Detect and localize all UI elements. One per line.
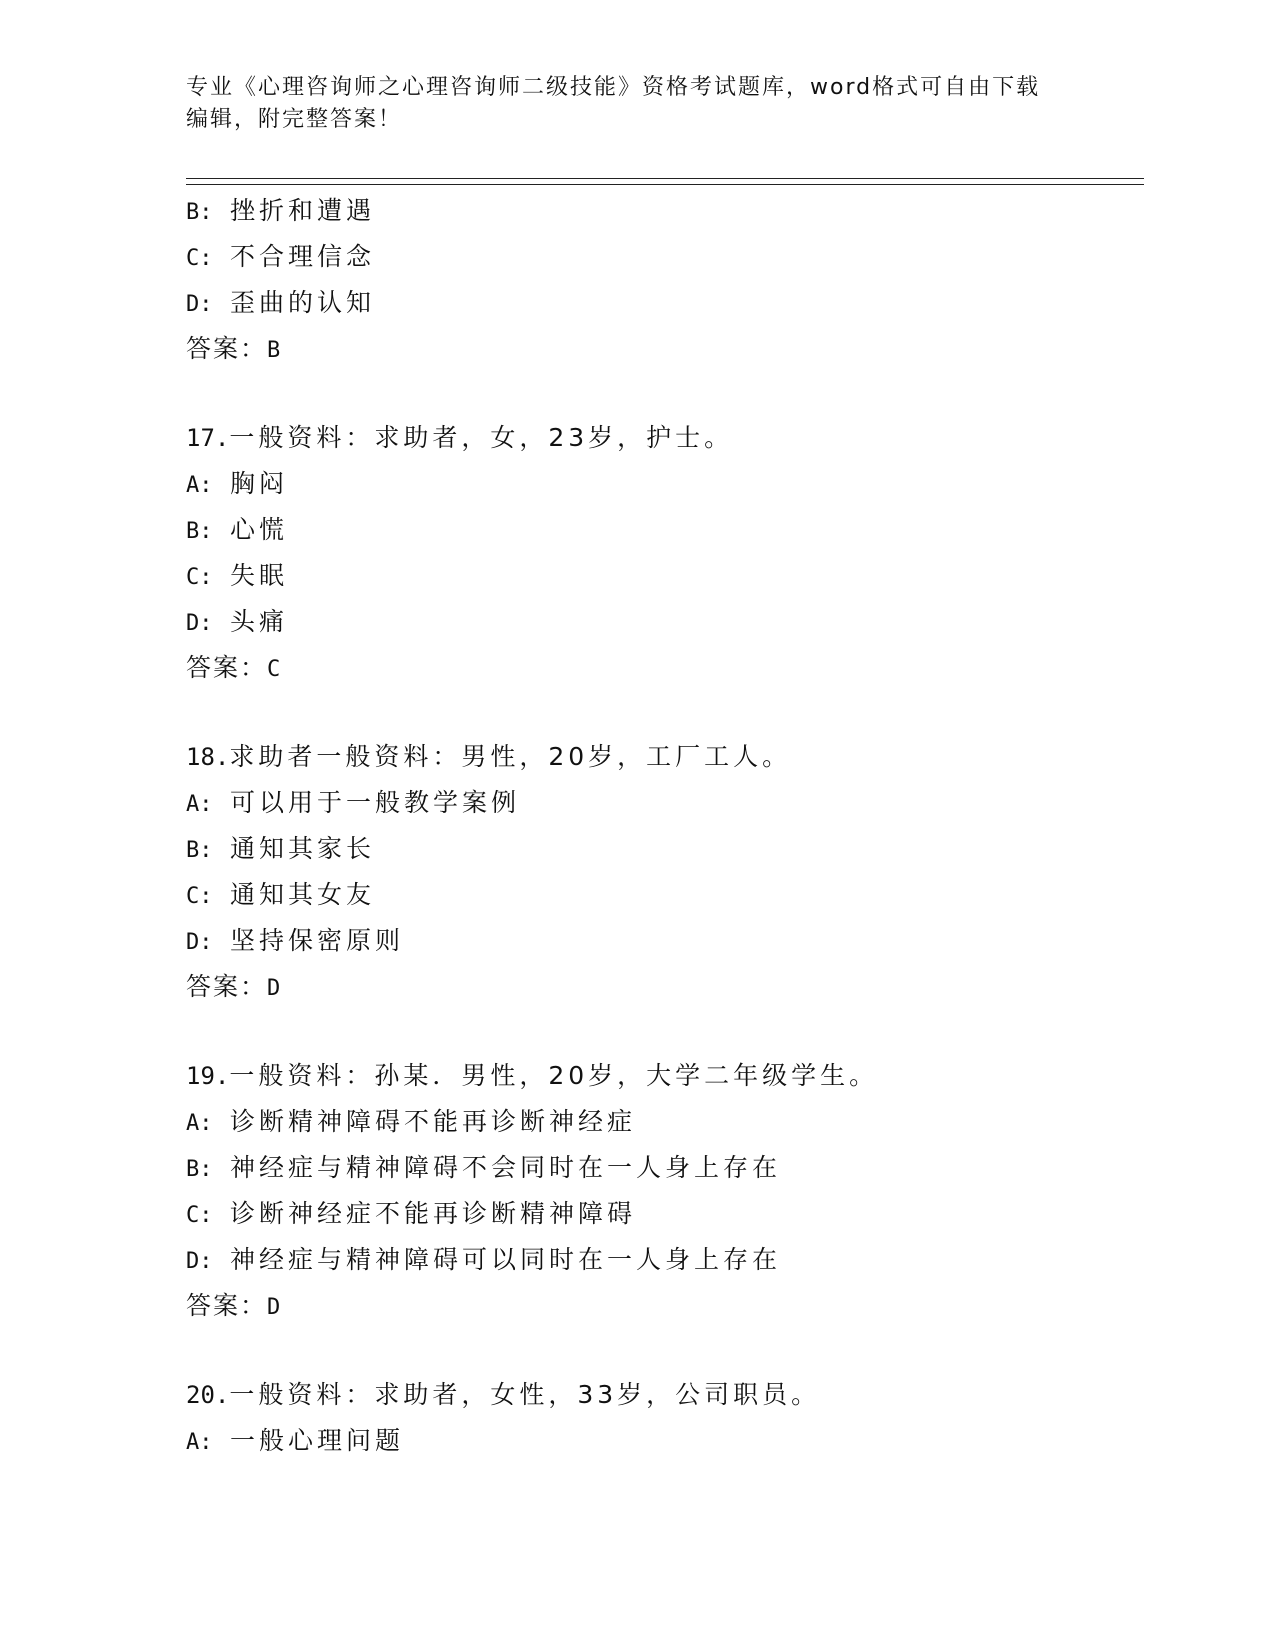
option-row bbox=[186, 918, 1136, 964]
option-text: 诊断精神障碍不能再诊断神经症 bbox=[230, 1107, 637, 1136]
answer-row bbox=[186, 964, 1136, 1010]
option-letter: C: bbox=[186, 884, 213, 909]
option-text: 坚持保密原则 bbox=[230, 926, 405, 955]
question-text: 一般资料：求助者，女性，33岁，公司职员。 bbox=[229, 1380, 821, 1409]
option-row bbox=[186, 780, 1136, 826]
question-number: 20. bbox=[186, 1381, 230, 1409]
header-divider-top bbox=[186, 178, 1144, 179]
question-stem bbox=[186, 415, 1136, 461]
option-text: 通知其家长 bbox=[230, 834, 376, 863]
document-header bbox=[186, 72, 1086, 136]
option-row bbox=[186, 234, 1136, 280]
option-row bbox=[186, 188, 1136, 234]
option-letter: A: bbox=[186, 1430, 213, 1455]
option-letter: B: bbox=[186, 1157, 213, 1182]
option-text: 可以用于一般教学案例 bbox=[230, 788, 521, 817]
header-line-1: 专业《心理咨询师之心理咨询师二级技能》资格考试题库，word格式可自由下载 bbox=[186, 75, 1041, 100]
question-list bbox=[186, 188, 1136, 1464]
answer-row bbox=[186, 326, 1136, 372]
answer-label: 答案： bbox=[186, 972, 268, 1001]
question-text: 一般资料：求助者，女，23岁，护士。 bbox=[229, 423, 734, 452]
option-letter: B: bbox=[186, 838, 213, 863]
option-row bbox=[186, 1145, 1136, 1191]
answer-label: 答案： bbox=[186, 334, 268, 363]
header-divider-bottom bbox=[186, 184, 1144, 185]
option-row bbox=[186, 280, 1136, 326]
option-row bbox=[186, 1099, 1136, 1145]
option-row bbox=[186, 507, 1136, 553]
answer-value: D bbox=[267, 1295, 283, 1320]
option-text: 失眠 bbox=[230, 561, 289, 590]
answer-value: B bbox=[267, 338, 283, 363]
question-text: 一般资料：孙某．男性，20岁，大学二年级学生。 bbox=[229, 1061, 879, 1090]
question-stem bbox=[186, 734, 1136, 780]
option-letter: D: bbox=[186, 1249, 213, 1274]
option-text: 心慌 bbox=[230, 515, 289, 544]
question-stem bbox=[186, 1372, 1136, 1418]
option-text: 挫折和遭遇 bbox=[230, 196, 376, 225]
answer-value: C bbox=[267, 657, 283, 682]
option-row bbox=[186, 461, 1136, 507]
question-stem bbox=[186, 1053, 1136, 1099]
option-text: 通知其女友 bbox=[230, 880, 376, 909]
option-letter: C: bbox=[186, 565, 213, 590]
option-text: 胸闷 bbox=[230, 469, 289, 498]
option-text: 一般心理问题 bbox=[230, 1426, 405, 1455]
option-row bbox=[186, 1191, 1136, 1237]
option-text: 神经症与精神障碍可以同时在一人身上存在 bbox=[230, 1245, 782, 1274]
option-row bbox=[186, 1237, 1136, 1283]
question-number: 19. bbox=[186, 1062, 230, 1090]
answer-label: 答案： bbox=[186, 653, 268, 682]
option-letter: A: bbox=[186, 1111, 213, 1136]
option-row bbox=[186, 1418, 1136, 1464]
header-line-2: 编辑，附完整答案！ bbox=[186, 107, 403, 132]
option-letter: A: bbox=[186, 473, 213, 498]
question-number: 18. bbox=[186, 743, 230, 771]
option-text: 诊断神经症不能再诊断精神障碍 bbox=[230, 1199, 637, 1228]
option-letter: B: bbox=[186, 200, 213, 225]
option-text: 头痛 bbox=[230, 607, 289, 636]
option-text: 歪曲的认知 bbox=[230, 288, 376, 317]
answer-label: 答案： bbox=[186, 1291, 268, 1320]
question-number: 17. bbox=[186, 424, 230, 452]
option-letter: D: bbox=[186, 611, 213, 636]
option-row bbox=[186, 599, 1136, 645]
option-letter: D: bbox=[186, 930, 213, 955]
option-letter: A: bbox=[186, 792, 213, 817]
option-text: 神经症与精神障碍不会同时在一人身上存在 bbox=[230, 1153, 782, 1182]
option-row bbox=[186, 553, 1136, 599]
option-letter: C: bbox=[186, 1203, 213, 1228]
answer-value: D bbox=[267, 976, 283, 1001]
option-row bbox=[186, 826, 1136, 872]
question-text: 求助者一般资料：男性，20岁，工厂工人。 bbox=[229, 742, 792, 771]
option-row bbox=[186, 872, 1136, 918]
answer-row bbox=[186, 1283, 1136, 1329]
option-text: 不合理信念 bbox=[230, 242, 376, 271]
option-letter: D: bbox=[186, 292, 213, 317]
option-letter: B: bbox=[186, 519, 213, 544]
option-letter: C: bbox=[186, 246, 213, 271]
answer-row bbox=[186, 645, 1136, 691]
